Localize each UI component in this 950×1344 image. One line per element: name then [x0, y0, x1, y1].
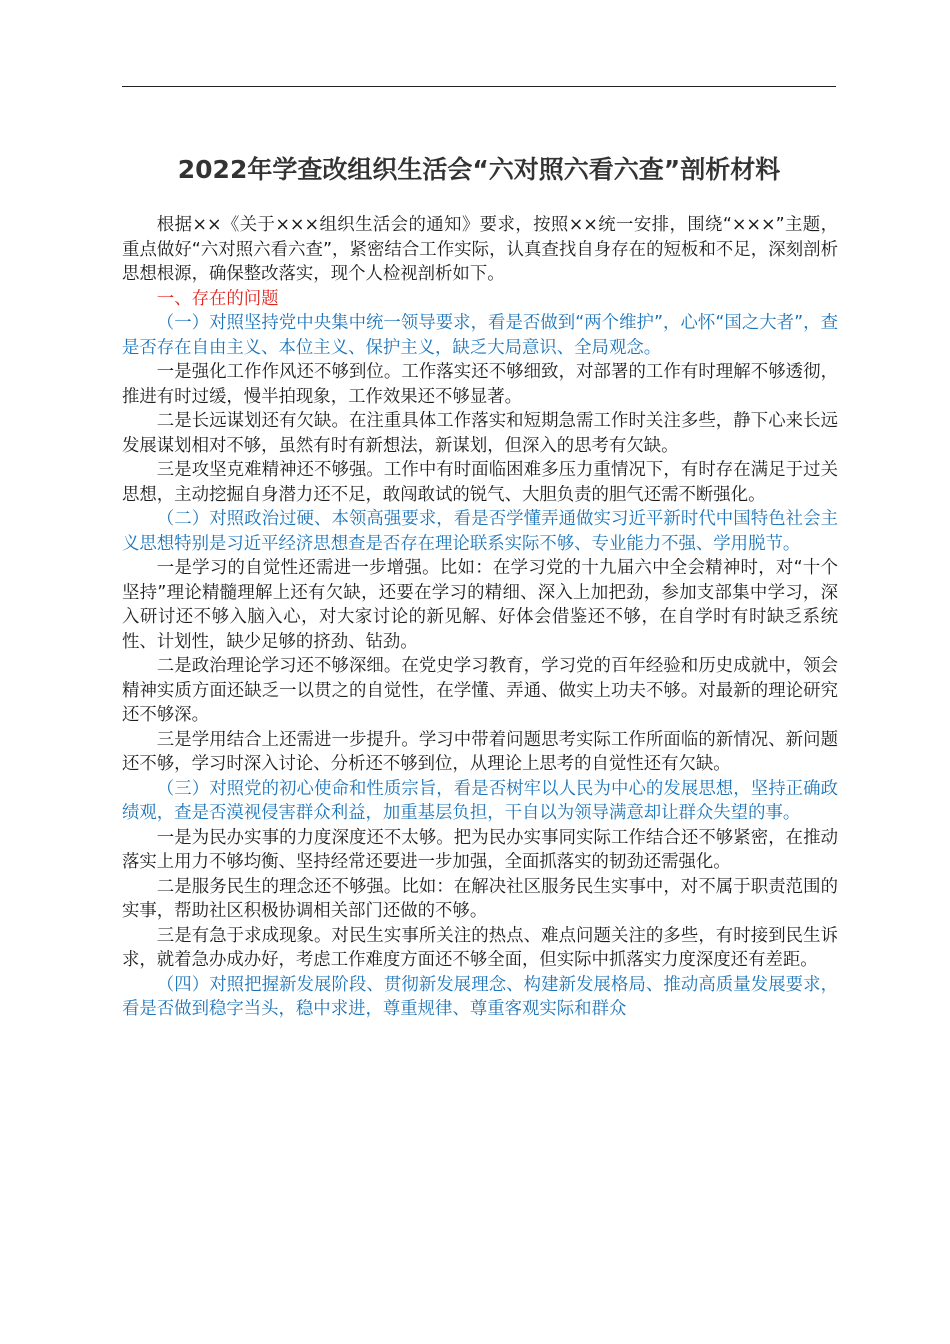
subsection-heading: （三）对照党的初心使命和性质宗旨，看是否树牢以人民为中心的发展思想，坚持正确政绩观，查是否漠视侵害群众利益，加重基层负担，干自以为领导满意却让群众失望的事。	[122, 778, 838, 823]
body-paragraph: 三是攻坚克难精神还不够强。工作中有时面临困难多压力重情况下，有时存在满足于过关思想，主动挖掘自身潜力还不足，敢闯敢试的锐气、大胆负责的胆气还需不断强化。	[122, 460, 838, 505]
body-paragraph: 一是学习的自觉性还需进一步增强。比如：在学习党的十九届六中全会精神时，对“十个坚持”理论精髓理解上还有欠缺，还要在学习的精细、深入上加把劲，参加支部集中学习，深入研讨还不够入脑入心，对大家讨论的新见解、好体会借鉴还不够，在自学时有时缺乏系统性、计划性，缺少足够的挤劲、钻劲。	[122, 558, 838, 652]
body-paragraph: 三是有急于求成现象。对民生实事所关注的热点、难点问题关注的多些，有时接到民生诉求，就着急办成办好，考虑工作难度方面还不够全面，但实际中抓落实力度深度还有差距。	[122, 925, 838, 970]
subsection-heading: （二）对照政治过硬、本领高强要求，看是否学懂弄通做实习近平新时代中国特色社会主义思想特别是习近平经济思想查是否存在理论联系实际不够、专业能力不强、学用脱节。	[122, 509, 838, 554]
section-heading: 一、存在的问题	[156, 288, 279, 309]
body-paragraph: 根据××《关于×××组织生活会的通知》要求，按照××统一安排，围绕“×××”主题，重点做好“六对照六看六查”，紧密结合工作实际，认真查找自身存在的短板和不足，深刻剖析思想根源，确保整改落实，现个人检视剖析如下。	[122, 215, 838, 284]
body-paragraph: 一是为民办实事的力度深度还不太够。把为民办实事同实际工作结合还不够紧密，在推动落实上用力不够均衡、坚持经常还要进一步加强，全面抓落实的韧劲还需强化。	[122, 827, 838, 872]
body-paragraph: 三是学用结合上还需进一步提升。学习中带着问题思考实际工作所面临的新情况、新问题还不够，学习时深入讨论、分析还不够到位，从理论上思考的自觉性还有欠缺。	[122, 729, 838, 774]
document-body	[122, 213, 838, 1022]
body-paragraph: 二是长远谋划还有欠缺。在注重具体工作落实和短期急需工作时关注多些，静下心来长远发展谋划相对不够，虽然有时有新想法，新谋划，但深入的思考有欠缺。	[122, 411, 838, 456]
header-rule	[122, 86, 836, 87]
body-paragraph: 一是强化工作作风还不够到位。工作落实还不够细致，对部署的工作有时理解不够透彻，推进有时过缓，慢半拍现象，工作效果还不够显著。	[122, 362, 838, 407]
body-paragraph: 二是服务民生的理念还不够强。比如：在解决社区服务民生实事中，对不属于职责范围的实事，帮助社区积极协调相关部门还做的不够。	[122, 876, 838, 921]
subsection-heading: （四）对照把握新发展阶段、贯彻新发展理念、构建新发展格局、推动高质量发展要求，看是否做到稳字当头，稳中求进，尊重规律、尊重客观实际和群众	[122, 974, 838, 1019]
body-paragraph: 二是政治理论学习还不够深细。在党史学习教育，学习党的百年经验和历史成就中，领会精神实质方面还缺乏一以贯之的自觉性，在学懂、弄通、做实上功夫不够。对最新的理论研究还不够深。	[122, 656, 838, 725]
document-title: 2022年学查改组织生活会“六对照六看六查”剖析材料	[177, 155, 781, 184]
subsection-heading: （一）对照坚持党中央集中统一领导要求，看是否做到“两个维护”，心怀“国之大者”，查是否存在自由主义、本位主义、保护主义，缺乏大局意识、全局观念。	[122, 313, 838, 358]
